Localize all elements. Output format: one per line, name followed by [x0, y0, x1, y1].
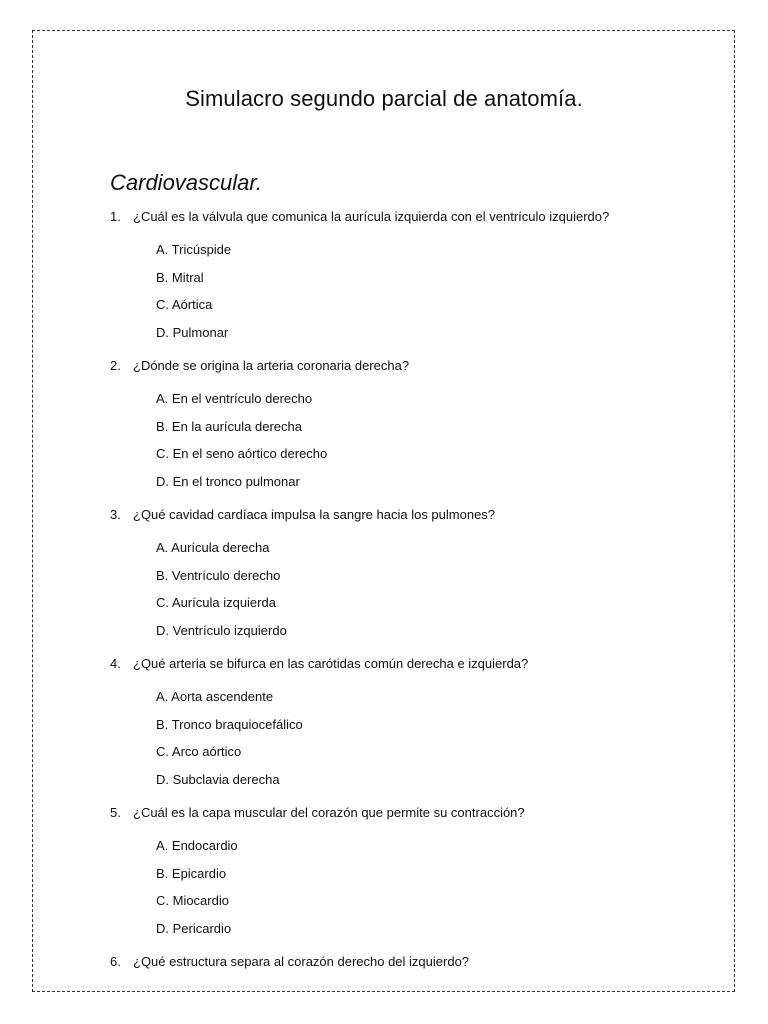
- answer-options: [110, 539, 710, 649]
- answer-option: D. Ventrículo izquierdo: [156, 622, 287, 638]
- question-item: [110, 506, 710, 533]
- answer-option: B. Ventrículo derecho: [156, 567, 281, 583]
- answer-option: A. Tricúspide: [156, 242, 232, 257]
- question-list: [110, 208, 710, 980]
- question-block: [110, 357, 710, 500]
- answer-option: D. Subclavia derecha: [156, 771, 280, 787]
- answer-option: C. Miocardio: [156, 893, 229, 908]
- answer-option: A. Aorta ascendente: [156, 689, 274, 704]
- answer-option: D. Pulmonar: [156, 324, 229, 340]
- answer-option: D. En el tronco pulmonar: [156, 473, 300, 489]
- answer-options: [110, 688, 710, 798]
- question-number: 2.: [110, 358, 121, 373]
- question-text: ¿Cuál es la capa muscular del corazón que permite su contracción?: [133, 805, 525, 820]
- answer-options: [110, 390, 710, 500]
- question-item: [110, 655, 710, 682]
- document-title: Simulacro segundo parcial de anatomía.: [185, 86, 583, 111]
- answer-option: A. En el ventrículo derecho: [156, 391, 313, 406]
- question-text: ¿Cuál es la válvula que comunica la aurícula izquierda con el ventrículo izquierdo?: [133, 209, 610, 224]
- question-text: ¿Dónde se origina la arteria coronaria derecha?: [133, 358, 410, 373]
- question-number: 6.: [110, 954, 121, 969]
- answer-option: B. Epicardio: [156, 865, 227, 881]
- answer-options: [110, 241, 710, 351]
- question-block: [110, 953, 710, 980]
- question-text: ¿Qué cavidad cardíaca impulsa la sangre hacia los pulmones?: [133, 507, 496, 522]
- question-item: [110, 208, 710, 235]
- answer-option: A. Endocardio: [156, 838, 238, 853]
- section-title: Cardiovascular.: [110, 170, 263, 195]
- question-block: [110, 655, 710, 798]
- question-number: 4.: [110, 656, 121, 671]
- answer-option: B. En la aurícula derecha: [156, 418, 302, 434]
- answer-option: C. Arco aórtico: [156, 744, 242, 759]
- answer-option: C. Aórtica: [156, 297, 213, 312]
- question-number: 5.: [110, 805, 121, 820]
- answer-option: B. Mitral: [156, 269, 204, 285]
- question-text: ¿Qué arteria se bifurca en las carótidas común derecha e izquierda?: [133, 656, 529, 671]
- question-block: [110, 804, 710, 947]
- answer-option: A. Aurícula derecha: [156, 540, 270, 555]
- answer-option: D. Pericardio: [156, 920, 232, 936]
- question-number: 1.: [110, 209, 121, 224]
- question-block: [110, 208, 710, 351]
- question-block: [110, 506, 710, 649]
- answer-option: C. Aurícula izquierda: [156, 595, 276, 610]
- question-item: [110, 953, 710, 980]
- answer-options: [110, 837, 710, 947]
- question-item: [110, 804, 710, 831]
- question-number: 3.: [110, 507, 121, 522]
- answer-option: C. En el seno aórtico derecho: [156, 446, 328, 461]
- question-text: ¿Qué estructura separa al corazón derecho del izquierdo?: [133, 954, 470, 969]
- question-item: [110, 357, 710, 384]
- answer-option: B. Tronco braquiocefálico: [156, 716, 303, 732]
